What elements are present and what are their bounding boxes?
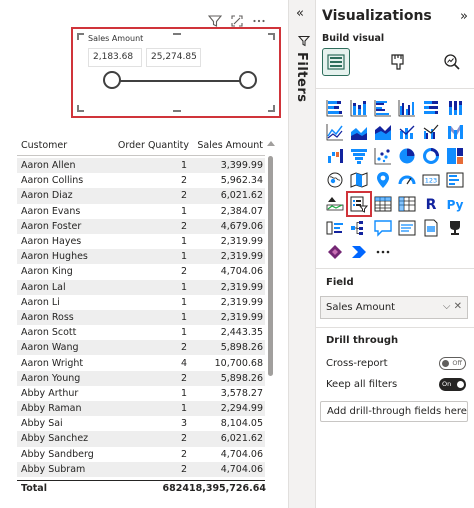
customer-table: [17, 136, 275, 496]
cell-customer: Aaron Young: [21, 372, 81, 384]
keep-all-filters-label: Keep all filters: [326, 378, 398, 390]
cross-report-toggle[interactable]: [439, 357, 466, 370]
stacked-bar-chart-icon[interactable]: [323, 96, 347, 120]
cell-order-quantity: 1: [180, 387, 187, 399]
keep-all-filters-toggle-text: On: [442, 380, 452, 388]
slicer-min-input[interactable]: 2,183.68: [88, 48, 142, 67]
cell-sales-amount: 3,399.99: [220, 160, 263, 172]
table-row[interactable]: [17, 310, 265, 325]
matrix-icon[interactable]: [395, 192, 419, 216]
card-icon-text: 123: [424, 176, 438, 185]
cell-customer: Aaron Foster: [21, 220, 82, 232]
ribbon-chart-icon[interactable]: [443, 120, 467, 144]
card-icon[interactable]: [419, 168, 443, 192]
cross-report-toggle-text: Off: [452, 359, 462, 367]
table-row[interactable]: [17, 355, 265, 370]
r-script-visual-icon[interactable]: [419, 192, 443, 216]
cell-customer: Abby Raman: [21, 403, 82, 415]
cell-customer: Aaron Li: [21, 296, 60, 308]
stacked-area-chart-icon[interactable]: [371, 120, 395, 144]
visual-gallery: [323, 96, 473, 264]
total-quantity: 6824: [162, 483, 189, 494]
cell-customer: Aaron Diaz: [21, 190, 73, 202]
cell-order-quantity: 2: [180, 463, 187, 475]
cell-sales-amount: 5,898.26: [220, 342, 263, 354]
power-apps-icon[interactable]: [323, 240, 347, 264]
total-amount: 18,395,726.64: [189, 483, 266, 494]
100-stacked-column-chart-icon[interactable]: [443, 96, 467, 120]
cell-order-quantity: 1: [180, 311, 187, 323]
cell-sales-amount: 2,294.99: [220, 403, 263, 415]
cell-order-quantity: 1: [180, 205, 187, 217]
cell-sales-amount: 2,443.35: [220, 327, 263, 339]
cell-sales-amount: 4,704.06: [220, 266, 263, 278]
cell-customer: Abby Sai: [21, 418, 63, 430]
table-row[interactable]: [17, 416, 265, 431]
total-label: Total: [21, 483, 47, 494]
cell-sales-amount: 2,319.99: [220, 281, 263, 293]
cell-sales-amount: 4,679.06: [220, 220, 263, 232]
cell-sales-amount: 3,578.27: [220, 387, 263, 399]
goals-icon[interactable]: [443, 216, 467, 240]
table-row[interactable]: [17, 173, 265, 188]
line-chart-icon[interactable]: [323, 120, 347, 144]
cell-sales-amount: 2,384.07: [220, 205, 263, 217]
cell-sales-amount: 2,319.99: [220, 236, 263, 248]
divider: [316, 268, 474, 269]
table-row[interactable]: [17, 325, 265, 340]
column-header-customer[interactable]: Customer: [21, 140, 68, 151]
table-row[interactable]: [17, 219, 265, 234]
slicer-title: Sales Amount: [88, 34, 144, 43]
table-row[interactable]: [17, 386, 265, 401]
more-options-icon[interactable]: [252, 13, 266, 27]
cell-customer: Abby Sandberg: [21, 448, 94, 460]
table-row[interactable]: [17, 462, 265, 477]
cell-sales-amount: 4,704.06: [220, 448, 263, 460]
chevron-down-icon[interactable]: ⌵: [442, 301, 451, 312]
power-automate-icon[interactable]: [347, 240, 371, 264]
filled-map-icon[interactable]: [347, 168, 371, 192]
cell-order-quantity: 1: [180, 296, 187, 308]
area-chart-icon[interactable]: [347, 120, 371, 144]
table-row[interactable]: [17, 234, 265, 249]
resize-handle-icon[interactable]: [268, 33, 275, 40]
cell-sales-amount: 6,021.62: [220, 190, 263, 202]
build-visual-icon[interactable]: [322, 48, 350, 76]
r-icon-text: R: [425, 197, 437, 213]
filter-pane-icon: [298, 32, 310, 44]
multi-row-card-icon[interactable]: [443, 168, 467, 192]
build-visual-tabs: [320, 48, 470, 78]
column-header-sales-amount[interactable]: Sales Amount: [197, 140, 263, 151]
decomposition-tree-icon[interactable]: [347, 216, 371, 240]
cell-sales-amount: 5,898.26: [220, 372, 263, 384]
slicer-max-handle[interactable]: [239, 71, 257, 89]
visualizations-title: Visualizations: [322, 8, 432, 24]
table-row[interactable]: [17, 158, 265, 173]
more-visuals-icon[interactable]: [371, 240, 395, 264]
python-visual-icon[interactable]: [443, 192, 467, 216]
cell-order-quantity: 1: [180, 160, 187, 172]
cell-sales-amount: 8,104.05: [220, 418, 263, 430]
clustered-column-chart-icon[interactable]: [395, 96, 419, 120]
collapse-pane-icon[interactable]: »: [460, 9, 468, 24]
cell-order-quantity: 1: [180, 281, 187, 293]
cell-customer: Aaron Allen: [21, 160, 76, 172]
cell-sales-amount: 6,021.62: [220, 433, 263, 445]
resize-handle-icon[interactable]: [268, 105, 275, 112]
cell-sales-amount: 10,700.68: [214, 357, 263, 369]
table-row[interactable]: [17, 295, 265, 310]
table-row[interactable]: [17, 340, 265, 355]
field-well[interactable]: [320, 296, 468, 319]
cell-customer: Aaron Evans: [21, 205, 81, 217]
azure-map-icon[interactable]: [371, 168, 395, 192]
line-and-column-chart-icon[interactable]: [395, 120, 419, 144]
cell-order-quantity: 2: [180, 433, 187, 445]
cross-report-row: [326, 355, 466, 371]
table-row[interactable]: [17, 204, 265, 219]
cell-customer: Aaron Wang: [21, 342, 79, 354]
sales-amount-slicer[interactable]: [71, 27, 281, 118]
visualizations-pane: [316, 0, 474, 508]
divider: [316, 327, 474, 328]
table-header: [17, 136, 265, 156]
cell-sales-amount: 2,319.99: [220, 251, 263, 263]
cell-order-quantity: 2: [180, 220, 187, 232]
column-header-order-quantity[interactable]: Order Quantity: [117, 140, 189, 151]
filters-pane[interactable]: [288, 0, 316, 508]
cell-customer: Aaron Collins: [21, 175, 84, 187]
qa-icon[interactable]: [371, 216, 395, 240]
py-icon-text: Py: [446, 198, 464, 212]
table-total-row: [17, 480, 265, 496]
cell-sales-amount: 2,319.99: [220, 311, 263, 323]
field-well-value: Sales Amount: [326, 302, 396, 313]
cell-order-quantity: 2: [180, 342, 187, 354]
table-icon[interactable]: [371, 192, 395, 216]
resize-handle-icon[interactable]: [173, 33, 181, 35]
kpi-icon[interactable]: [323, 192, 347, 216]
treemap-icon[interactable]: [443, 144, 467, 168]
cell-customer: Aaron Hayes: [21, 236, 82, 248]
cell-order-quantity: 1: [180, 403, 187, 415]
donut-chart-icon[interactable]: [419, 144, 443, 168]
funnel-chart-icon[interactable]: [347, 144, 371, 168]
format-visual-icon[interactable]: [384, 48, 412, 76]
analytics-icon[interactable]: [438, 48, 466, 76]
line-and-clustered-column-chart-icon[interactable]: [419, 120, 443, 144]
drill-through-label: Drill through: [326, 335, 399, 346]
gauge-icon[interactable]: [395, 168, 419, 192]
cell-customer: Aaron King: [21, 266, 73, 278]
scatter-chart-icon[interactable]: [371, 144, 395, 168]
table-row[interactable]: [17, 371, 265, 386]
cell-order-quantity: 2: [180, 372, 187, 384]
cell-customer: Abby Subram: [21, 463, 86, 475]
slicer-track[interactable]: [111, 80, 247, 82]
resize-handle-icon[interactable]: [173, 110, 181, 112]
pie-chart-icon[interactable]: [395, 144, 419, 168]
slicer-min-handle[interactable]: [103, 71, 121, 89]
cell-order-quantity: 4: [180, 357, 187, 369]
cell-customer: Aaron Lal: [21, 281, 66, 293]
key-influencers-icon[interactable]: [323, 216, 347, 240]
cell-customer: Aaron Wright: [21, 357, 84, 369]
table-row[interactable]: [17, 280, 265, 295]
cell-order-quantity: 2: [180, 448, 187, 460]
slicer-icon[interactable]: [347, 192, 371, 216]
cell-customer: Aaron Scott: [21, 327, 77, 339]
keep-all-filters-row: [326, 376, 466, 392]
cell-order-quantity: 1: [180, 236, 187, 248]
waterfall-chart-icon[interactable]: [323, 144, 347, 168]
clustered-bar-chart-icon[interactable]: [371, 96, 395, 120]
cell-customer: Abby Arthur: [21, 387, 79, 399]
field-label: Field: [326, 277, 354, 288]
table-row[interactable]: [17, 264, 265, 279]
field-well-actions: [443, 301, 462, 312]
cell-order-quantity: 1: [180, 251, 187, 263]
keep-all-filters-toggle[interactable]: [439, 378, 466, 391]
cell-order-quantity: 3: [180, 418, 187, 430]
cell-order-quantity: 2: [180, 190, 187, 202]
divider: [316, 88, 474, 89]
add-drill-through-well[interactable]: Add drill-through fields here: [320, 401, 468, 422]
expand-filters-icon[interactable]: «: [296, 6, 304, 21]
filter-icon[interactable]: [208, 13, 222, 27]
cell-order-quantity: 1: [180, 327, 187, 339]
table-body: [17, 158, 265, 478]
table-row[interactable]: [17, 431, 265, 446]
cell-order-quantity: 2: [180, 266, 187, 278]
table-row[interactable]: [17, 447, 265, 462]
cell-customer: Aaron Hughes: [21, 251, 88, 263]
stacked-column-chart-icon[interactable]: [347, 96, 371, 120]
table-row[interactable]: [17, 401, 265, 416]
table-scrollbar[interactable]: [268, 156, 273, 376]
build-visual-label: Build visual: [322, 33, 385, 44]
filters-pane-label[interactable]: Filters: [294, 52, 309, 103]
cell-order-quantity: 2: [180, 175, 187, 187]
cell-sales-amount: 2,319.99: [220, 296, 263, 308]
focus-mode-icon[interactable]: [230, 13, 244, 27]
cell-customer: Abby Sanchez: [21, 433, 89, 445]
table-row[interactable]: [17, 249, 265, 264]
cell-sales-amount: 4,704.06: [220, 463, 263, 475]
100-stacked-bar-chart-icon[interactable]: [419, 96, 443, 120]
cell-customer: Aaron Ross: [21, 311, 74, 323]
paginated-report-icon[interactable]: [419, 216, 443, 240]
smart-narrative-icon[interactable]: [395, 216, 419, 240]
table-row[interactable]: [17, 188, 265, 203]
slicer-max-input[interactable]: 25,274.85: [146, 48, 201, 67]
cell-sales-amount: 5,962.34: [220, 175, 263, 187]
remove-field-icon[interactable]: ✕: [453, 301, 462, 312]
map-icon[interactable]: [323, 168, 347, 192]
scroll-up-icon[interactable]: [267, 141, 275, 146]
cross-report-label: Cross-report: [326, 357, 388, 369]
resize-handle-icon[interactable]: [77, 33, 84, 40]
resize-handle-icon[interactable]: [77, 105, 84, 112]
